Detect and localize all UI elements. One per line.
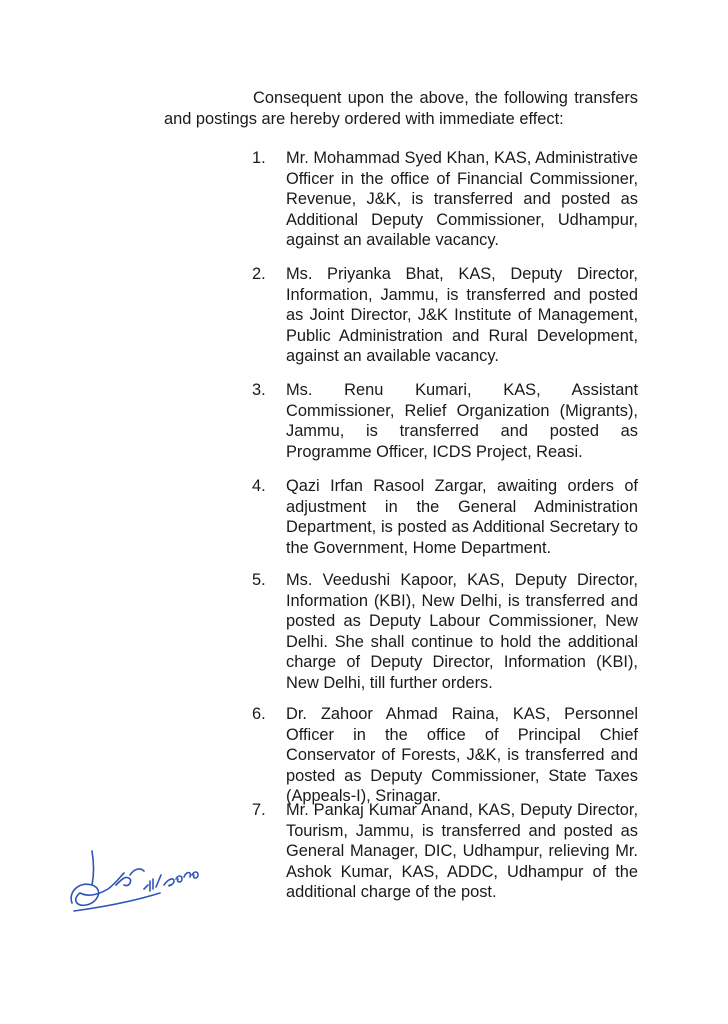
order-text: Dr. Zahoor Ahmad Raina, KAS, Personnel Officer in the office of Principal Chief Conservator of Forests, J&K, is transferred and posted as Deputy Commissioner, State Taxes (Appeals-I), Srinagar.	[286, 705, 638, 805]
order-number: 1.	[252, 149, 266, 167]
order-text: Qazi Irfan Rasool Zargar, awaiting orders of adjustment in the General Administration Department, is posted as Additional Secretary to the Government, Home Department.	[286, 477, 638, 557]
order-number: 7.	[252, 801, 266, 819]
order-text: Ms. Renu Kumari, KAS, Assistant Commissioner, Relief Organization (Migrants), Jammu, is transferred and posted as Programme Officer, ICDS Project, Reasi.	[286, 381, 638, 461]
order-text: Mr. Pankaj Kumar Anand, KAS, Deputy Director, Tourism, Jammu, is transferred and posted as General Manager, DIC, Udhampur, relieving Mr. Ashok Kumar, KAS, ADDC, Udhampur of the additional charge of the post.	[286, 801, 638, 901]
order-number: 2.	[252, 265, 266, 283]
handwritten-signature	[64, 845, 204, 925]
order-text: Ms. Veedushi Kapoor, KAS, Deputy Director, Information (KBI), New Delhi, is transferred and posted as Deputy Labour Commissioner, New Delhi. She shall continue to hold the additional charge of Deputy Director, Information (KBI), New Delhi, till further orders.	[286, 571, 638, 692]
order-number: 6.	[252, 705, 266, 723]
order-text: Mr. Mohammad Syed Khan, KAS, Administrative Officer in the office of Financial Commissioner, Revenue, J&K, is transferred and posted as Additional Deputy Commissioner, Udhampur, against an available vacancy.	[286, 149, 638, 249]
intro-paragraph: Consequent upon the above, the following transfers and postings are hereby ordered with immediate effect:	[164, 89, 638, 128]
order-number: 3.	[252, 381, 266, 399]
order-number: 5.	[252, 571, 266, 589]
order-text: Ms. Priyanka Bhat, KAS, Deputy Director, Information, Jammu, is transferred and posted as Joint Director, J&K Institute of Management, Public Administration and Rural Development, against an available vacancy.	[286, 265, 638, 365]
signature-drawing	[64, 845, 204, 925]
order-number: 4.	[252, 477, 266, 495]
